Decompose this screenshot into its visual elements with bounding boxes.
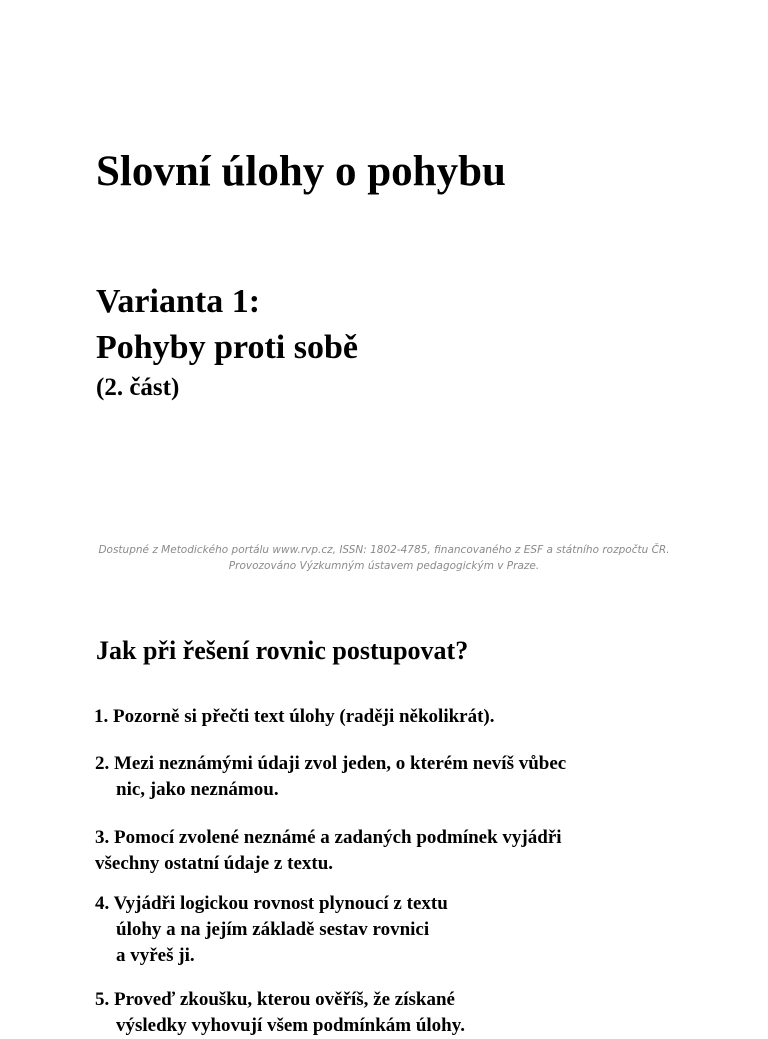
source-note-line-2: Provozováno Výzkumným ústavem pedagogickým v Praze. <box>228 560 540 572</box>
variant-label: Varianta 1: <box>96 283 261 320</box>
step-line: všechny ostatní údaje z textu. <box>95 853 334 874</box>
step-line: 2. Mezi neznámými údaji zvol jeden, o kterém nevíš vůbec <box>95 753 567 774</box>
step-line: 5. Proveď zkoušku, kterou ověříš, že získané <box>95 989 455 1010</box>
step-line: nic, jako neznámou. <box>116 779 279 800</box>
step-line: úlohy a na jejím základě sestav rovnici <box>116 919 430 940</box>
step-line: 4. Vyjádři logickou rovnost plynoucí z textu <box>95 893 448 914</box>
page-title: Slovní úlohy o pohybu <box>96 148 506 195</box>
variant-subtitle: Pohyby proti sobě <box>96 329 358 366</box>
step-2 <box>95 751 566 803</box>
step-1 <box>94 704 495 730</box>
source-note-line-1: Dostupné z Metodického portálu www.rvp.cz, ISSN: 1802-4785, financovaného z ESF a státního rozpočtu ČR. <box>98 544 670 556</box>
section-heading: Jak při řešení rovnic postupovat? <box>96 636 469 665</box>
step-3 <box>95 825 562 877</box>
step-line: 1. Pozorně si přečti text úlohy (raději několikrát). <box>94 706 495 727</box>
variant-part: (2. část) <box>96 374 180 401</box>
step-4 <box>95 891 448 969</box>
step-line: 3. Pomocí zvolené neznámé a zadaných podmínek vyjádři <box>95 827 562 848</box>
step-5 <box>95 987 465 1039</box>
step-line: výsledky vyhovují všem podmínkám úlohy. <box>116 1015 465 1036</box>
step-line: a vyřeš ji. <box>116 945 195 966</box>
